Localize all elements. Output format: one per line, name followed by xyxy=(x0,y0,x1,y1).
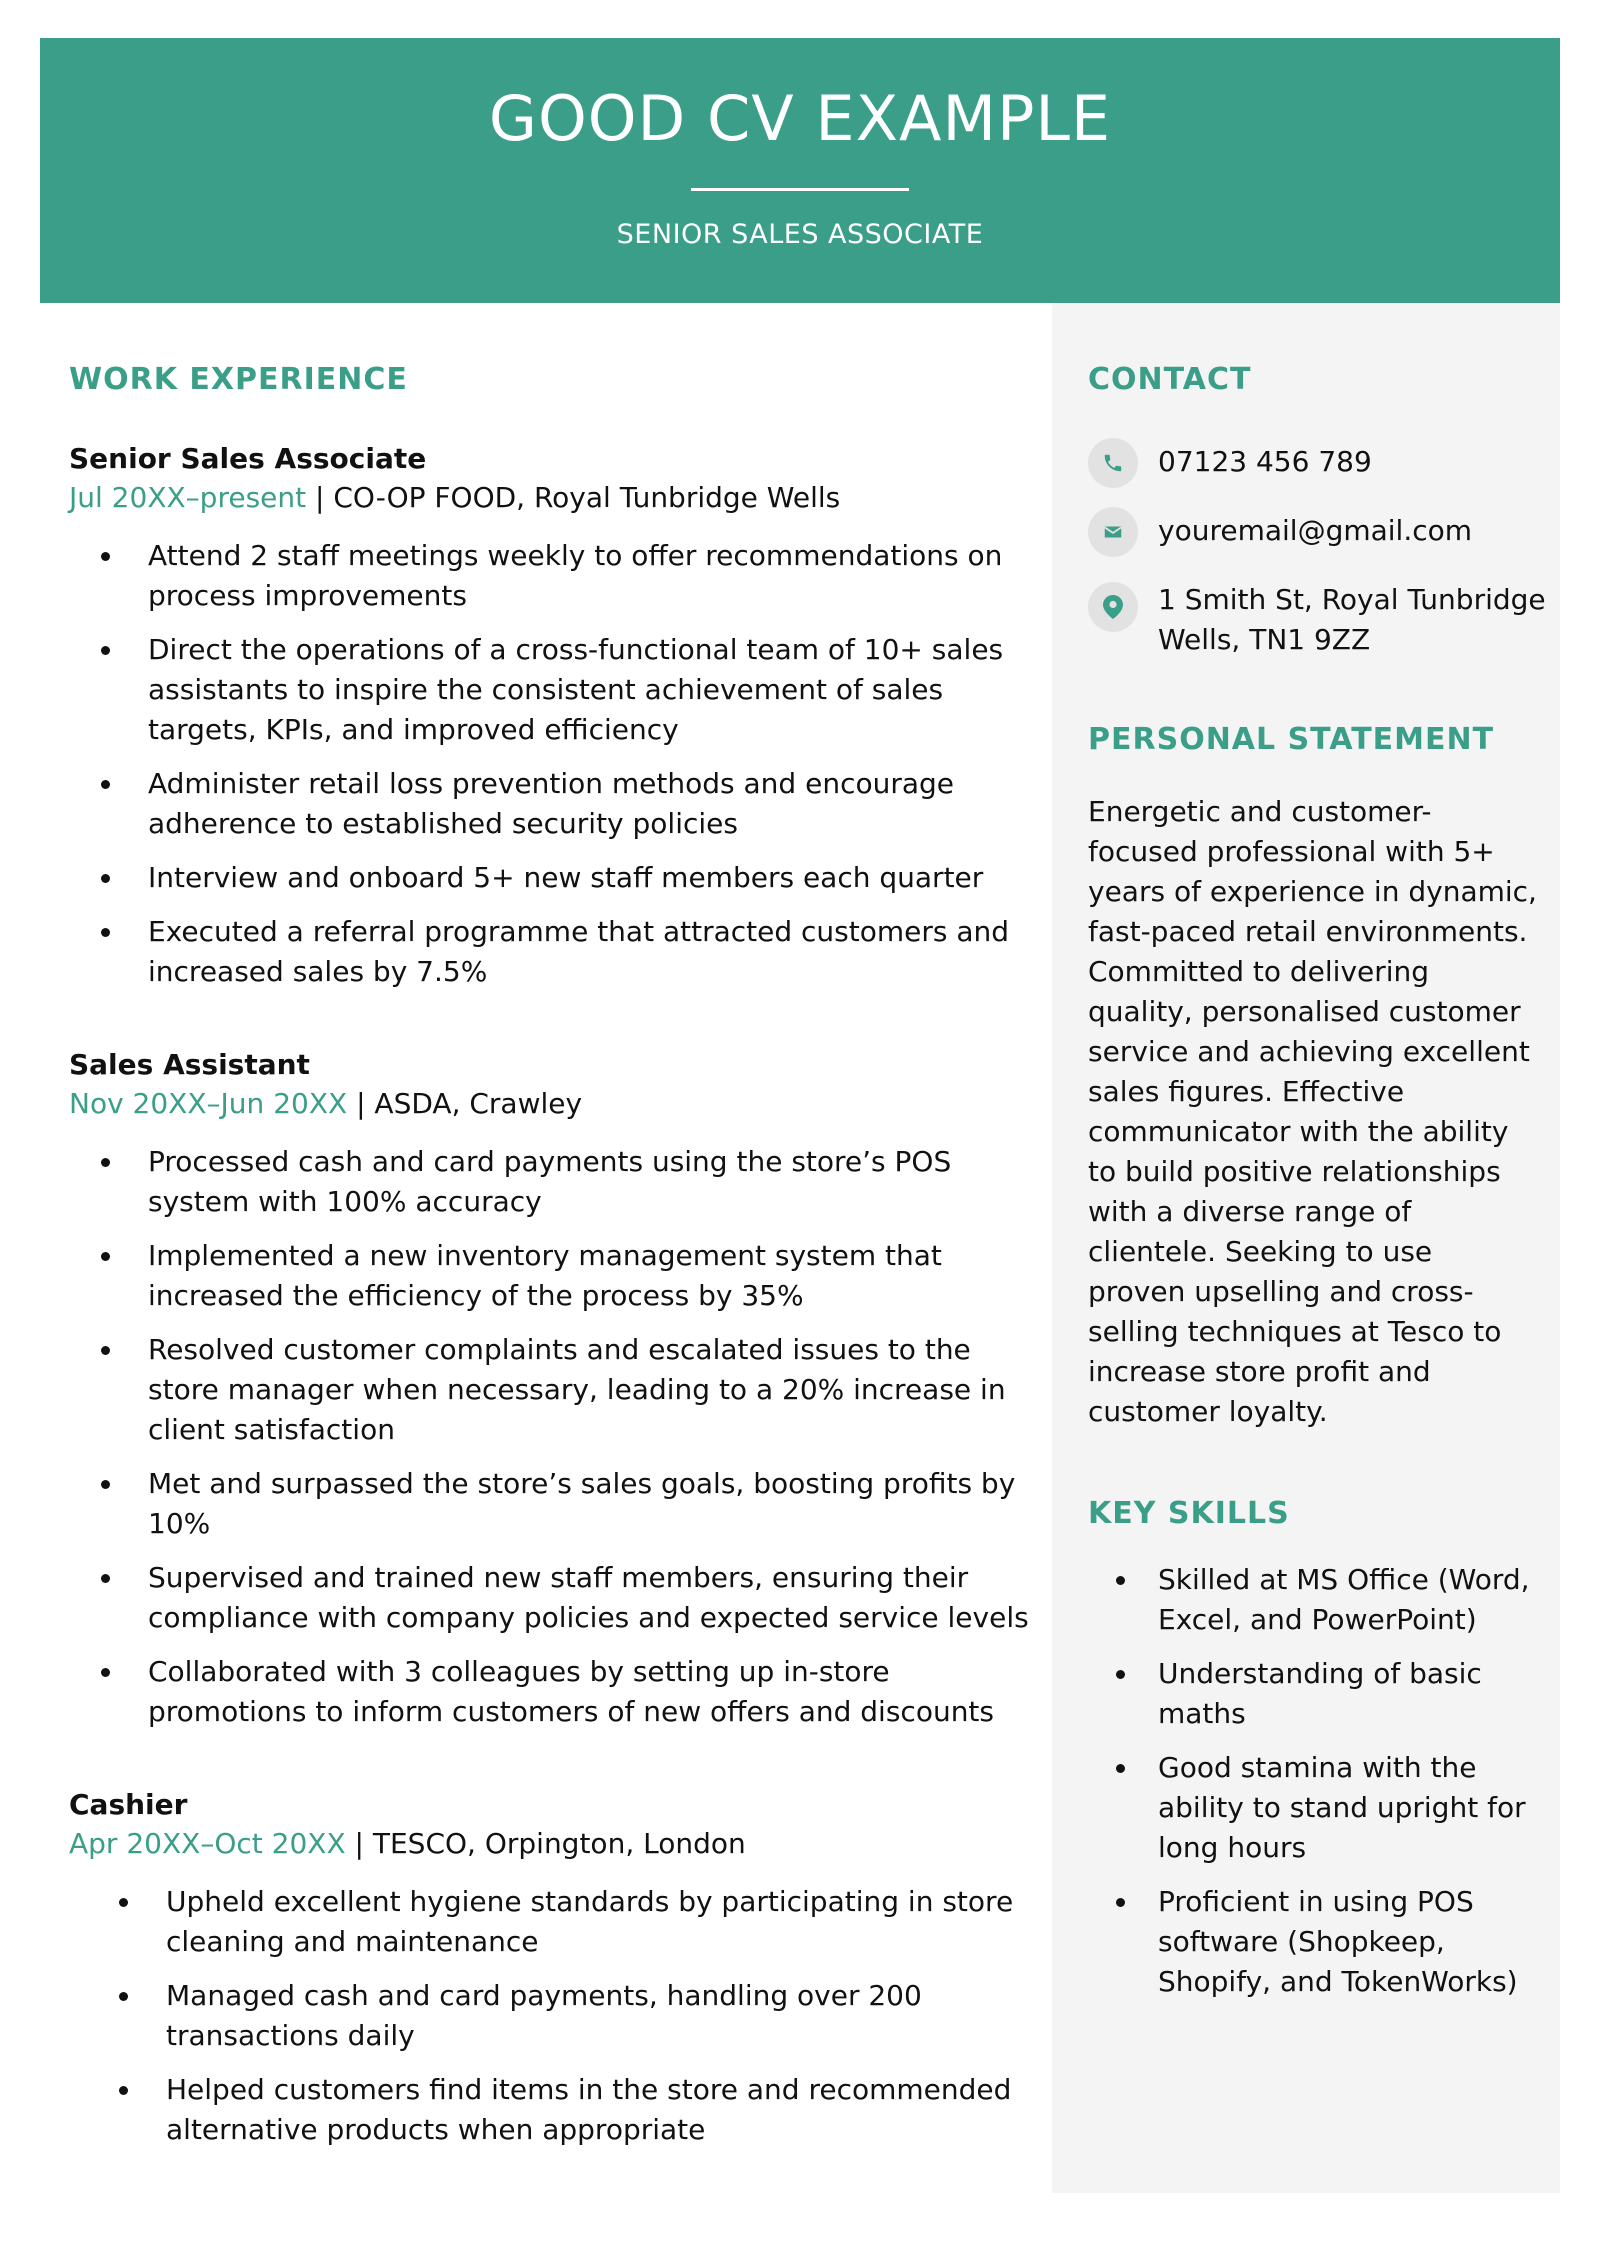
personal-statement-heading: PERSONAL STATEMENT xyxy=(1088,722,1495,757)
phone-icon xyxy=(1088,438,1138,488)
list-item: Met and surpassed the store’s sales goals, boosting profits by 10% xyxy=(69,1464,1029,1544)
list-item: Skilled at MS Office (Word, Excel, and PowerPoint) xyxy=(1088,1560,1548,1640)
job-bullets xyxy=(69,1882,1029,2150)
key-skills-section xyxy=(1088,1496,1548,2002)
job-entry xyxy=(69,440,1029,992)
list-item: Supervised and trained new staff members, ensuring their compliance with company policies and expected service levels xyxy=(69,1558,1029,1638)
list-item: Resolved customer complaints and escalated issues to the store manager when necessary, leading to a 20% increase in client satisfaction xyxy=(69,1330,1029,1450)
job-dates: Nov 20XX–Jun 20XX xyxy=(69,1087,348,1120)
list-item: Upheld excellent hygiene standards by participating in store cleaning and maintenance xyxy=(69,1882,1029,1962)
list-item: Executed a referral programme that attracted customers and increased sales by 7.5% xyxy=(69,912,1029,992)
email-address: youremail@gmail.com xyxy=(1158,514,1473,547)
header-banner xyxy=(40,38,1560,303)
job-entry xyxy=(69,1786,1029,2150)
job-bullets xyxy=(69,1142,1029,1732)
job-meta xyxy=(69,1824,1029,1864)
job-bullets xyxy=(69,536,1029,992)
location-pin-icon xyxy=(1088,582,1138,632)
job-meta xyxy=(69,478,1029,518)
contact-email xyxy=(1088,507,1548,557)
job-title: Senior Sales Associate xyxy=(69,442,427,475)
job-dates: Apr 20XX–Oct 20XX xyxy=(69,1827,346,1860)
list-item: Interview and onboard 5+ new staff members each quarter xyxy=(69,858,1029,898)
list-item: Processed cash and card payments using the store’s POS system with 100% accuracy xyxy=(69,1142,1029,1222)
list-item: Understanding of basic maths xyxy=(1088,1654,1548,1734)
personal-statement-text: Energetic and customer-focused professional with 5+ years of experience in dynamic, fast-paced retail environments. Committed to delivering quality, personalised customer service and achieving excellent sales figures. Effective communicator with the ability to build positive relationships with a diverse range of clientele. Seeking to use proven upselling and cross-selling techniques at Tesco to increase store profit and customer loyalty. xyxy=(1088,795,1537,1428)
skills-list xyxy=(1088,1560,1548,2002)
job-employer: | TESCO, Orpington, London xyxy=(345,1827,746,1860)
list-item: Administer retail loss prevention methods and encourage adherence to established security policies xyxy=(69,764,1029,844)
contact-phone xyxy=(1088,438,1548,488)
sidebar-column xyxy=(1088,362,1548,2016)
work-experience-heading: WORK EXPERIENCE xyxy=(69,362,408,397)
phone-number: 07123 456 789 xyxy=(1158,445,1372,478)
contact-heading: CONTACT xyxy=(1088,362,1252,397)
page-subtitle: SENIOR SALES ASSOCIATE xyxy=(616,219,984,250)
list-item: Collaborated with 3 colleagues by setting up in-store promotions to inform customers of new offers and discounts xyxy=(69,1652,1029,1732)
list-item: Proficient in using POS software (Shopkeep, Shopify, and TokenWorks) xyxy=(1088,1882,1548,2002)
work-experience-column xyxy=(69,362,1029,2164)
page-title: GOOD CV EXAMPLE xyxy=(488,82,1112,155)
list-item: Direct the operations of a cross-functional team of 10+ sales assistants to inspire the consistent achievement of sales targets, KPIs, and improved efficiency xyxy=(69,630,1029,750)
job-meta xyxy=(69,1084,1029,1124)
list-item: Helped customers find items in the store and recommended alternative products when appropriate xyxy=(69,2070,1029,2150)
key-skills-heading: KEY SKILLS xyxy=(1088,1496,1290,1531)
job-title: Cashier xyxy=(69,1788,188,1821)
job-title: Sales Assistant xyxy=(69,1048,310,1081)
job-entry xyxy=(69,1046,1029,1732)
job-employer: | CO-OP FOOD, Royal Tunbridge Wells xyxy=(306,481,841,514)
email-icon xyxy=(1088,507,1138,557)
list-item: Attend 2 staff meetings weekly to offer recommendations on process improvements xyxy=(69,536,1029,616)
address-line-2: Wells, TN1 9ZZ xyxy=(1158,623,1371,656)
street-address xyxy=(1158,576,1546,660)
list-item: Implemented a new inventory management system that increased the efficiency of the process by 35% xyxy=(69,1236,1029,1316)
job-dates: Jul 20XX–present xyxy=(69,481,307,514)
list-item: Managed cash and card payments, handling over 200 transactions daily xyxy=(69,1976,1029,2056)
address-line-1: 1 Smith St, Royal Tunbridge xyxy=(1158,583,1546,616)
header-divider xyxy=(691,188,909,191)
list-item: Good stamina with the ability to stand upright for long hours xyxy=(1088,1748,1548,1868)
job-employer: | ASDA, Crawley xyxy=(347,1087,583,1120)
contact-list xyxy=(1088,438,1548,660)
contact-address xyxy=(1088,576,1548,660)
